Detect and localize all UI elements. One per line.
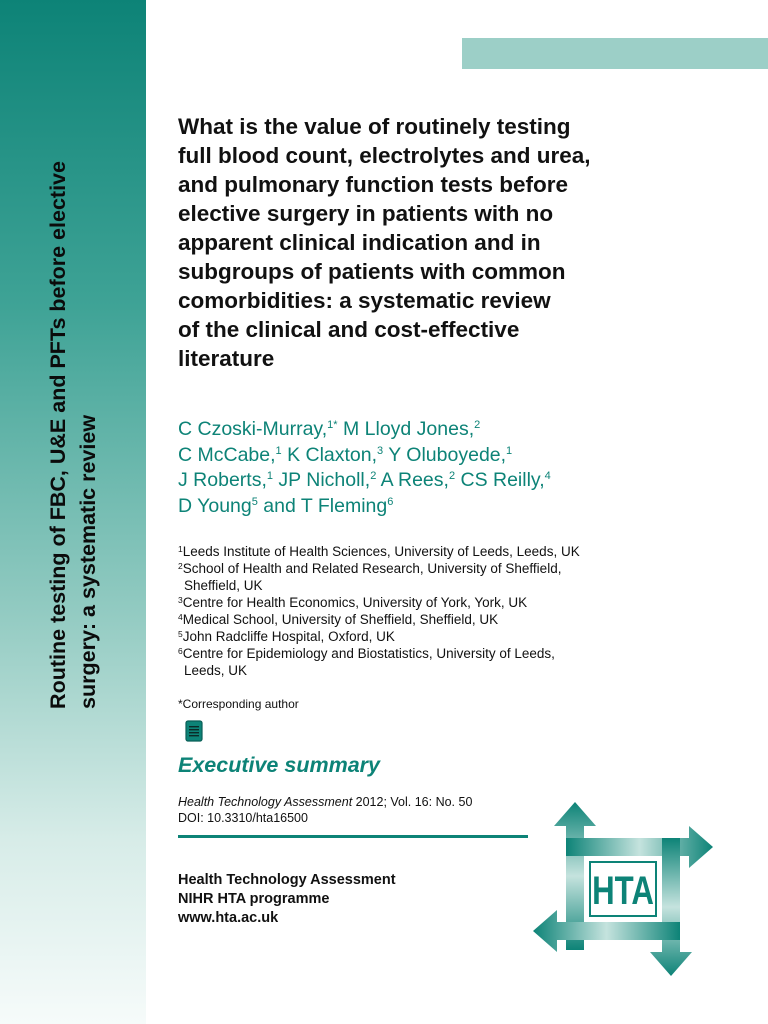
title-line: What is the value of routinely testing [178,114,571,139]
corresponding-author-note: *Corresponding author [178,697,299,711]
top-accent-bar [462,38,768,69]
author-affiliation-mark: 4 [544,470,551,482]
affiliation-number: 5 [178,629,183,639]
affiliation-item [178,611,648,628]
affiliation-text: Centre for Health Economics, University of York, York, UK [182,595,528,610]
affiliation-text: John Radcliffe Hospital, Oxford, UK [182,629,395,644]
author-name: and T Fleming [257,494,388,517]
title-line: literature [178,346,275,371]
title-line: comorbidities: a systematic review [178,288,551,313]
programme-block [178,871,396,928]
author-affiliation-mark: 5 [251,495,258,508]
spine-line-1: Routine testing of FBC, U&E and PFTs before elective [46,161,70,709]
affiliation-number: 6 [178,646,183,656]
affiliation-item [178,560,648,577]
affiliation-item [178,628,648,645]
report-title [178,112,718,373]
citation-line [178,795,472,811]
citation [178,795,472,826]
author-name: M Lloyd Jones, [337,418,475,440]
volume-info: 2012; Vol. 16: No. 50 [352,795,473,809]
programme-website[interactable]: www.hta.ac.uk [178,910,279,926]
affiliation-continuation: Sheffield, UK [184,578,263,593]
author-line [178,494,738,520]
affiliation-item [178,543,648,560]
author-affiliation-mark: 1 [506,444,513,457]
title-line: elective surgery in patients with no [178,201,554,226]
author-name: C Czoski-Murray, [178,418,328,440]
spine-title [43,161,103,709]
author-list [178,417,738,519]
author-affiliation-mark: 6 [387,495,394,508]
author-affiliation-mark: 2 [448,470,456,482]
author-name: A Rees, [376,469,449,491]
author-affiliation-mark: 1 [266,470,273,482]
divider-rule [178,835,528,838]
journal-name: Health Technology Assessment [178,795,353,809]
author-name: JP Nicholl, [273,469,371,491]
affiliation-text: Centre for Epidemiology and Biostatistics, University of Leeds, [182,646,555,661]
programme-org: NIHR HTA programme [178,891,330,907]
author-name: D Young [178,494,252,517]
executive-summary-heading: Executive summary [178,753,380,777]
author-affiliation-mark: 1* [327,419,338,431]
affiliation-text: Medical School, University of Sheffield, Sheffield, UK [182,612,499,627]
affiliation-number: 3 [178,595,183,605]
author-name: K Claxton, [281,443,378,466]
author-line [178,417,738,443]
spine-line-2: surgery: a systematic review [76,414,100,709]
affiliation-item [178,594,648,611]
title-line: of the clinical and cost-effective [178,317,520,342]
title-line: subgroups of patients with common [178,259,566,284]
affiliation-text: Leeds Institute of Health Sciences, University of Leeds, Leeds, UK [182,544,580,559]
affiliation-text: School of Health and Related Research, University of Sheffield, [182,561,562,576]
author-line [178,468,738,494]
author-affiliation-mark: 2 [474,419,481,431]
author-affiliation-mark: 2 [370,470,377,482]
title-line: and pulmonary function tests before [178,172,569,197]
hta-arrows-logo [528,800,718,978]
author-name: C McCabe, [178,443,276,466]
affiliation-list [178,543,648,679]
author-affiliation-mark: 1 [275,444,282,457]
author-name: Y Oluboyede, [383,443,507,466]
programme-name: Health Technology Assessment [178,872,396,888]
spine [0,0,146,1024]
author-affiliation-mark: 3 [377,444,384,457]
logo-text: HTA [592,868,654,913]
doi: DOI: 10.3310/hta16500 [178,810,308,825]
affiliation-item [178,645,648,662]
author-name: CS Reilly, [455,469,545,491]
document-icon[interactable] [185,720,203,742]
affiliation-continuation: Leeds, UK [184,663,248,678]
author-line [178,443,738,469]
title-line: full blood count, electrolytes and urea, [178,143,591,168]
affiliation-number: 1 [178,544,183,554]
author-name: J Roberts, [178,469,267,491]
title-line: apparent clinical indication and in [178,230,541,255]
affiliation-number: 4 [178,612,183,622]
affiliation-number: 2 [178,561,183,571]
